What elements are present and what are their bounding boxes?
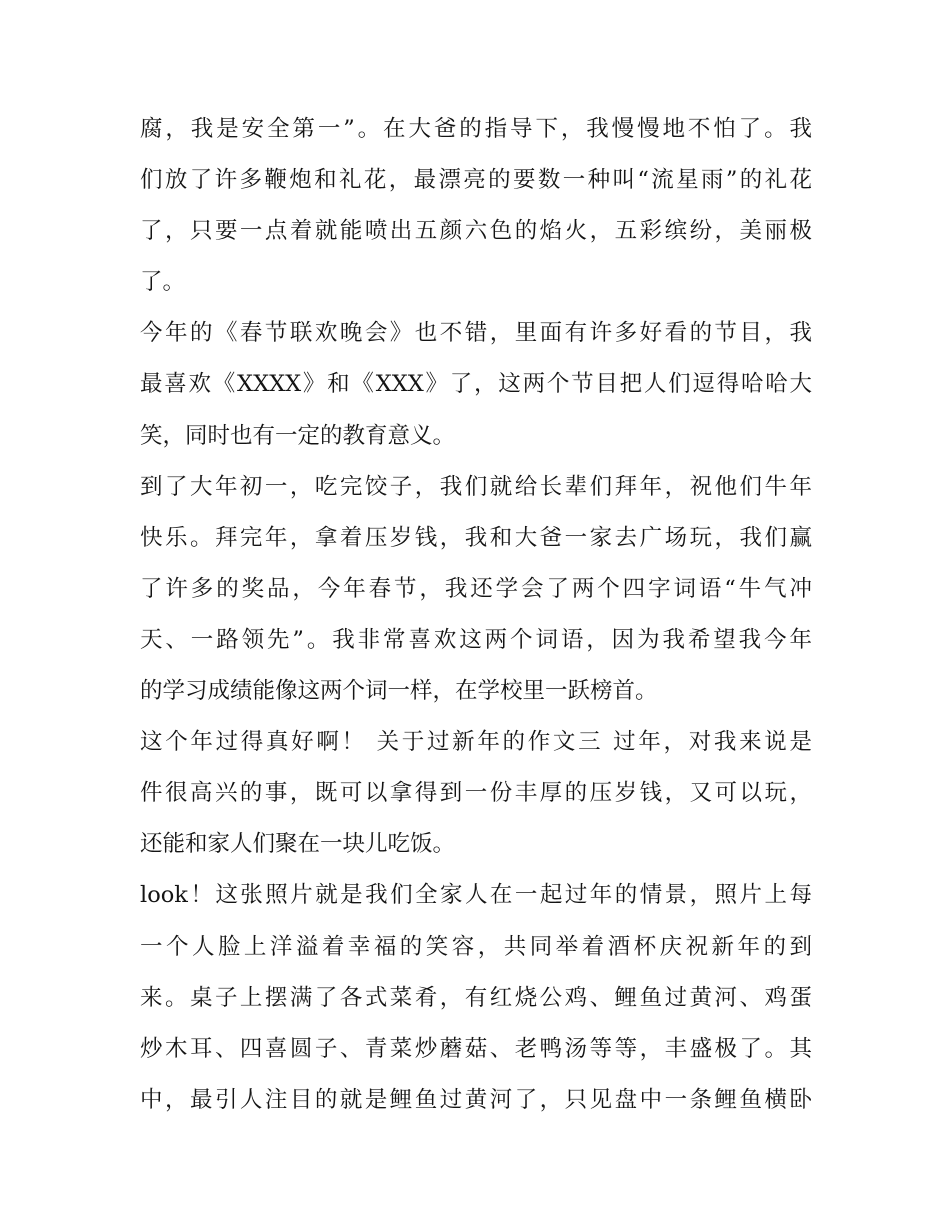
text-line: 了。	[140, 269, 186, 296]
text-line: 腐，我是安全第一”。在大爸的指导下，我慢慢地不怕了。我	[140, 116, 812, 142]
text-line: 炒木耳、四喜圆子、青菜炒蘑菇、老鸭汤等等，丰盛极了。其	[140, 1035, 812, 1062]
text-line: 一个人脸上洋溢着幸福的笑容，共同举着酒杯庆祝新年的到	[140, 933, 812, 960]
text-line: 了许多的奖品，今年春节，我还学会了两个四字词语“牛气冲	[140, 575, 812, 602]
text-line: 到了大年初一，吃完饺子，我们就给长辈们拜年，祝他们牛年	[140, 473, 812, 500]
text-line: 最喜欢《XXXX》和《XXX》了，这两个节目把人们逗得哈哈大	[140, 371, 812, 398]
text-line: 了，只要一点着就能喷出五颜六色的焰火，五彩缤纷，美丽极	[140, 218, 812, 245]
document-body	[140, 104, 812, 1126]
text-line: 的学习成绩能像这两个词一样，在学校里一跃榜首。	[140, 678, 658, 705]
text-line: 天、一路领先”。我非常喜欢这两个词语，因为我希望我今年	[140, 626, 812, 653]
text-line: 这个年过得真好啊！ 关于过新年的作文三 过年，对我来说是	[140, 729, 812, 756]
text-line: 笑，同时也有一定的教育意义。	[140, 422, 456, 449]
text-line: 来。桌子上摆满了各式菜肴，有红烧公鸡、鲤鱼过黄河、鸡蛋	[140, 984, 812, 1011]
text-line: 件很高兴的事，既可以拿得到一份丰厚的压岁钱，又可以玩，	[140, 780, 812, 807]
text-line: look！这张照片就是我们全家人在一起过年的情景，照片上每	[140, 882, 812, 909]
text-line: 们放了许多鞭炮和礼花，最漂亮的要数一种叫“流星雨”的礼花	[140, 167, 812, 194]
text-line: 还能和家人们聚在一块儿吃饭。	[140, 831, 456, 858]
text-line: 今年的《春节联欢晚会》也不错，里面有许多好看的节目，我	[140, 320, 812, 347]
text-line: 中，最引人注目的就是鲤鱼过黄河了，只见盘中一条鲤鱼横卧	[140, 1086, 812, 1113]
text-line: 快乐。拜完年，拿着压岁钱，我和大爸一家去广场玩，我们赢	[140, 524, 812, 551]
